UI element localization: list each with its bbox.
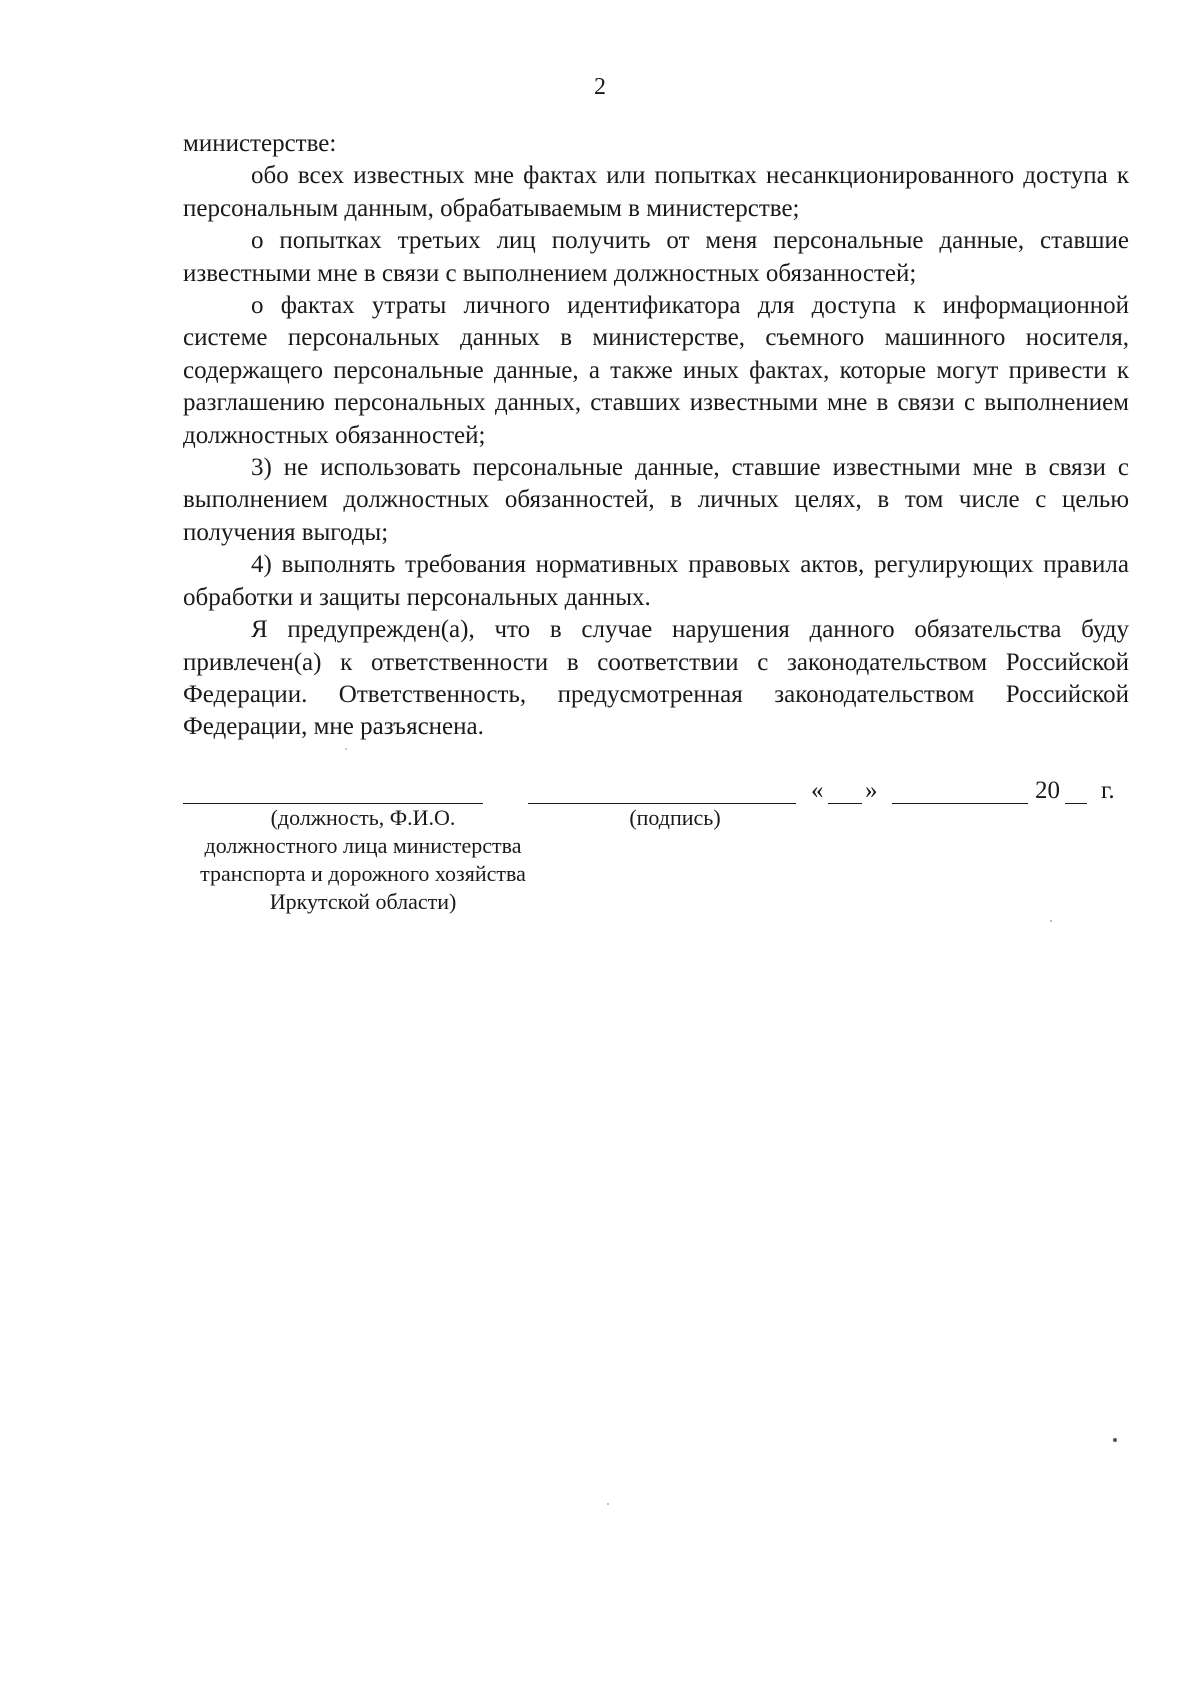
date-quote-close: » — [865, 777, 878, 804]
date-day-line — [828, 803, 862, 804]
paragraph-warning: Я предупрежден(а), что в случае нарушения данного обязательства буду привлечен(а) к ответственности в соответствии с законодательством Российской Федерации. Ответственность, предусмотренная законодательством Российской Федерации, мне разъяснена. — [183, 616, 1129, 741]
date-quote-open: « — [811, 777, 824, 804]
scan-speck — [607, 1503, 609, 1505]
date-month-line — [892, 803, 1028, 804]
position-caption-line-1: (должность, Ф.И.О. — [270, 805, 456, 830]
paragraph-third-party-attempts: о попытках третьих лиц получить от меня персональные данные, ставшие известными мне в связи с выполнением должностных обязанностей; — [183, 227, 1129, 287]
scan-speck — [345, 748, 347, 750]
paragraph-lost-identifier: о фактах утраты личного идентификатора для доступа к информационной системе персональных данных в министерстве, съемного машинного носителя, содержащего персональные данные, а также иных фактах, которые могут привести к разглашению персональных данных, ставших известными мне в связи с выполнением должностных обязанностей; — [183, 292, 1129, 449]
date-year-prefix: 20 — [1035, 777, 1060, 804]
paragraph-intro: министерстве: — [183, 130, 337, 157]
date-year-line — [1065, 803, 1087, 804]
paragraph-item-3: 3) не использовать персональные данные, ставшие известными мне в связи с выполнением должностных обязанностей, в личных целях, в том числе с целью получения выгоды; — [183, 454, 1129, 546]
position-caption — [181, 804, 545, 916]
scan-speck — [1113, 1438, 1117, 1442]
paragraph-item-4: 4) выполнять требования нормативных правовых актов, регулирующих правила обработки и защиты персональных данных. — [183, 551, 1129, 611]
date-year-suffix: г. — [1101, 777, 1115, 804]
scan-speck — [1050, 920, 1052, 922]
obligation-body-text — [183, 128, 1129, 744]
page-number: 2 — [594, 74, 606, 100]
position-caption-line-4: Иркутской области) — [269, 889, 457, 914]
paragraph-unauthorized-access: обо всех известных мне фактах или попытках несанкционированного доступа к персональным данным, обрабатываемым в министерстве; — [183, 162, 1129, 222]
position-caption-line-3: транспорта и дорожного хозяйства — [200, 861, 526, 886]
signature-block — [183, 776, 1129, 916]
signature-caption: (подпись) — [629, 805, 721, 830]
position-caption-line-2: должностного лица министерства — [204, 833, 522, 858]
